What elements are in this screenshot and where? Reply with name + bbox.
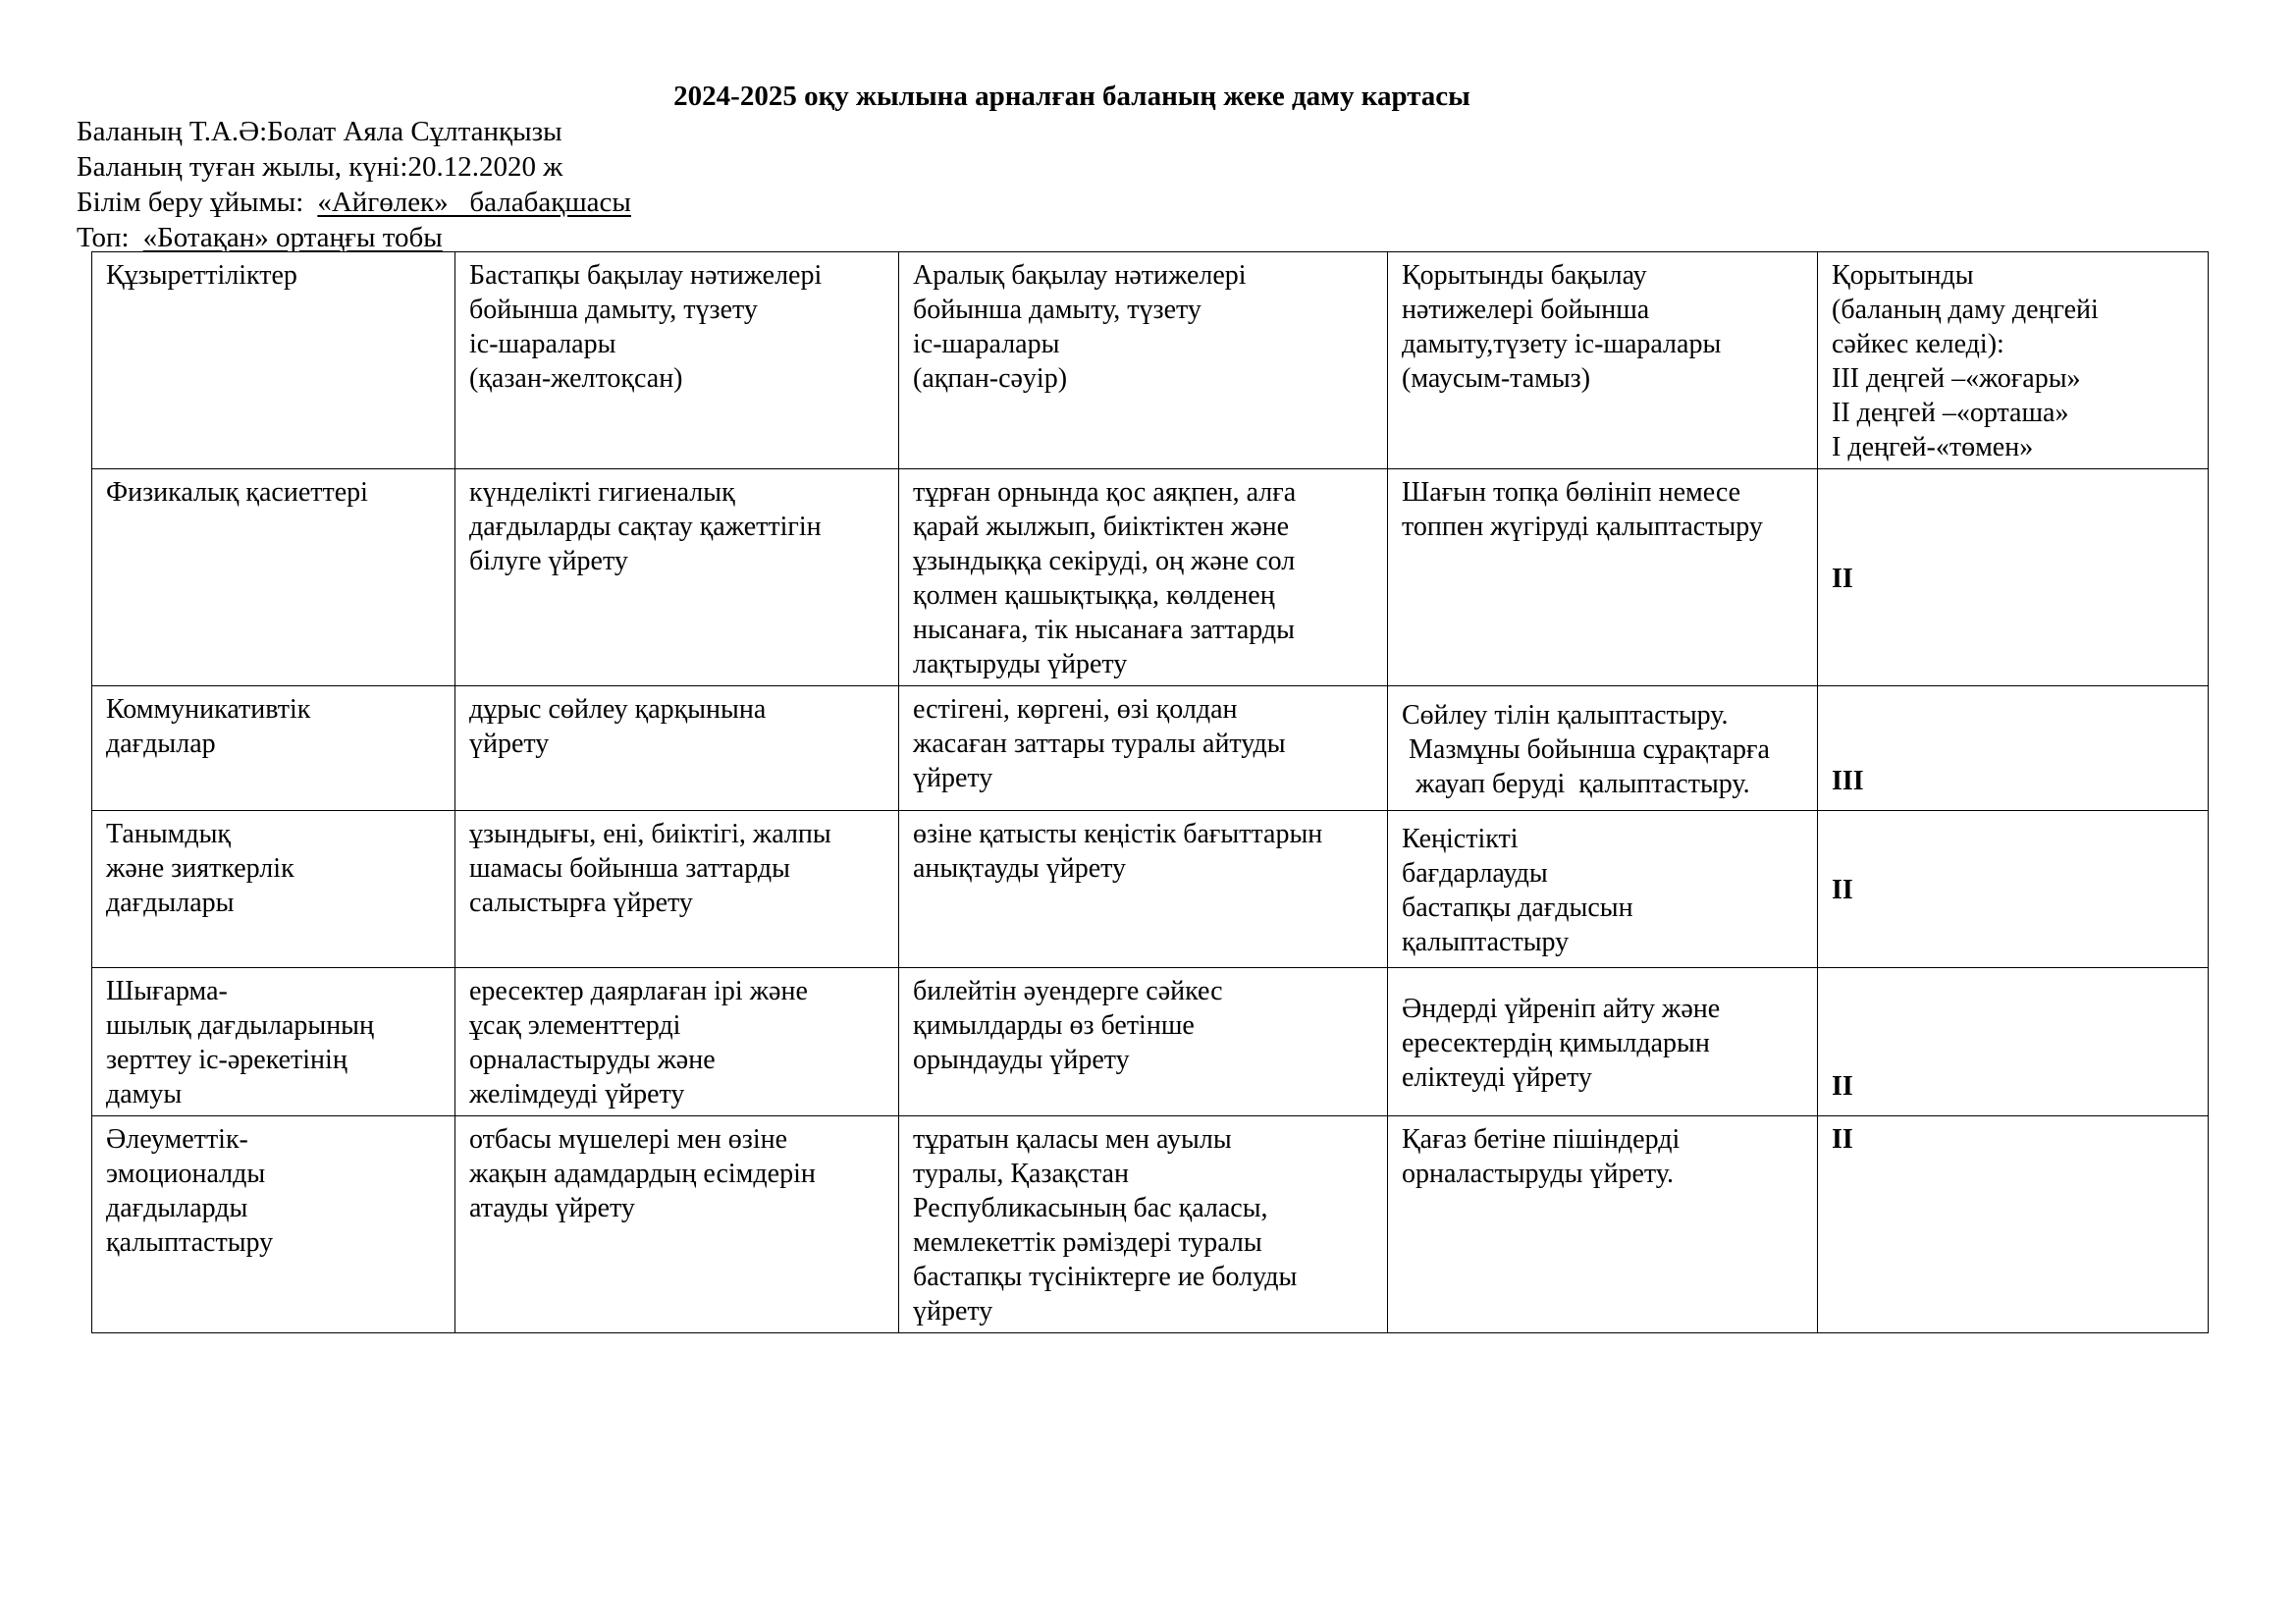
table-row [92, 1116, 2209, 1333]
child-name-line [77, 114, 631, 149]
initial-measures-cell-line: білуге үйрету [469, 546, 628, 576]
birth-date-line [77, 149, 631, 185]
final-measures-cell [1388, 686, 1818, 811]
header-initial-line: бойынша дамыту, түзету [469, 295, 758, 325]
initial-measures-cell-line: күнделікті гигиеналық [469, 477, 735, 508]
initial-measures-cell [455, 469, 899, 686]
competency-cell-line: дағдылары [106, 888, 235, 918]
interim-measures-cell-line: орындауды үйрету [913, 1045, 1130, 1075]
header-interim-line: бойынша дамыту, түзету [913, 295, 1201, 325]
development-table [91, 251, 2209, 1333]
child-name-label: Баланың Т.А.Ә: [77, 116, 268, 147]
interim-measures-cell [899, 686, 1388, 811]
interim-measures-cell [899, 968, 1388, 1116]
final-measures-cell-line: еліктеуді үйрету [1402, 1061, 1592, 1093]
competency-cell [92, 469, 455, 686]
header-initial [455, 252, 899, 469]
interim-measures-cell-line: анықтауды үйрету [913, 853, 1126, 884]
level-cell-line: ІІ [1832, 875, 1853, 905]
header-final-line: Қорытынды бақылау [1402, 260, 1647, 291]
final-measures-cell-line: қалыптастыру [1402, 926, 1570, 957]
initial-measures-cell-line: орналастыруды және [469, 1045, 716, 1075]
final-measures-cell-line: бастапқы дағдысын [1402, 892, 1633, 923]
level-cell-line: ІІ [1832, 1071, 1853, 1102]
competency-cell-line: қалыптастыру [106, 1227, 274, 1258]
initial-measures-cell [455, 968, 899, 1116]
interim-measures-cell-line: тұрған орнында қос аяқпен, алға [913, 477, 1297, 508]
header-result-line: ІІ деңгей –«орташа» [1832, 398, 2069, 428]
competency-cell-line: дағдыларды [106, 1193, 248, 1223]
interim-measures-cell [899, 469, 1388, 686]
interim-measures-cell-line: қимылдарды өз бетінше [913, 1010, 1195, 1041]
interim-measures-cell-line: туралы, Қазақстан [913, 1159, 1129, 1189]
initial-measures-cell-line: дағдыларды сақтау қажеттігін [469, 512, 822, 542]
interim-measures-cell-line: қарай жылжып, биіктіктен және [913, 512, 1290, 542]
level-cell [1818, 968, 2209, 1116]
final-measures-cell [1388, 968, 1818, 1116]
initial-measures-cell-line: жақын адамдардың есімдерін [469, 1159, 816, 1189]
competency-cell-line: дағдылар [106, 729, 216, 759]
header-interim-line: Аралық бақылау нәтижелері [913, 260, 1247, 291]
level-cell [1818, 811, 2209, 968]
final-measures-cell-line: жауап беруді қалыптастыру. [1402, 768, 1750, 799]
header-final-line: дамыту,түзету іс-шаралары [1402, 329, 1722, 359]
level-cell-line: ІІ [1832, 563, 1853, 594]
table-row [92, 811, 2209, 968]
level-cell-line: ІІІ [1832, 766, 1864, 796]
header-interim [899, 252, 1388, 469]
competency-cell-line: Физикалық қасиеттері [106, 477, 368, 508]
competency-cell-line: дамуы [106, 1079, 183, 1110]
group-line [77, 220, 631, 255]
header-result [1818, 252, 2209, 469]
competency-cell-line: және зияткерлік [106, 853, 294, 884]
competency-cell-line: зерттеу іс-әрекетінің [106, 1045, 347, 1075]
organization-label: Білім беру ұйымы: [77, 187, 304, 218]
interim-measures-cell-line: өзіне қатысты кеңістік бағыттарын [913, 819, 1323, 849]
final-measures-cell [1388, 469, 1818, 686]
table-header-row [92, 252, 2209, 469]
header-final-line: (маусым-тамыз) [1402, 363, 1591, 394]
initial-measures-cell-line: салыстырға үйрету [469, 888, 693, 918]
final-measures-cell-line: Қағаз бетіне пішіндерді [1402, 1124, 1681, 1155]
competency-cell-line: Танымдық [106, 819, 232, 849]
header-competencies-line: Құзыреттіліктер [106, 260, 297, 291]
table-row [92, 469, 2209, 686]
header-initial-line: Бастапқы бақылау нәтижелері [469, 260, 823, 291]
competency-cell-line: Әлеуметтік- [106, 1124, 248, 1155]
level-cell-line: ІІ [1832, 1124, 1853, 1155]
header-result-line: Қорытынды [1832, 260, 1974, 291]
birth-date-label: Баланың туған жылы, күні: [77, 151, 408, 183]
initial-measures-cell-line: отбасы мүшелері мен өзіне [469, 1124, 788, 1155]
final-measures-cell-line: Кеңістікті [1402, 823, 1519, 854]
table-row [92, 686, 2209, 811]
final-measures-cell-line: орналастыруды үйрету. [1402, 1159, 1674, 1189]
level-cell [1818, 469, 2209, 686]
final-measures-cell-line: Сөйлеу тілін қалыптастыру. [1402, 699, 1729, 731]
final-measures-cell [1388, 1116, 1818, 1333]
competency-cell [92, 811, 455, 968]
header-final [1388, 252, 1818, 469]
header-result-line: сәйкес келеді): [1832, 329, 2004, 359]
initial-measures-cell [455, 1116, 899, 1333]
final-measures-cell-line: Мазмұны бойынша сұрақтарға [1402, 733, 1770, 765]
final-measures-cell-line: ересектердің қимылдарын [1402, 1027, 1710, 1058]
initial-measures-cell-line: атауды үйрету [469, 1193, 635, 1223]
header-result-line: ІІІ деңгей –«жоғары» [1832, 363, 2081, 394]
initial-measures-cell-line: желімдеуді үйрету [469, 1079, 685, 1110]
initial-measures-cell-line: ұзындығы, ені, биіктігі, жалпы [469, 819, 831, 849]
table-row [92, 968, 2209, 1116]
child-info [77, 114, 631, 255]
header-result-line: (баланың даму деңгейі [1832, 295, 2099, 325]
interim-measures-cell-line: қолмен қашықтыққа, көлденең [913, 580, 1275, 611]
initial-measures-cell-line: үйрету [469, 729, 550, 759]
interim-measures-cell-line: лақтыруды үйрету [913, 649, 1128, 679]
interim-measures-cell-line: нысанаға, тік нысанаға заттарды [913, 615, 1295, 645]
final-measures-cell-line: бағдарлауды [1402, 857, 1548, 889]
final-measures-cell-line: Әндерді үйреніп айту және [1402, 993, 1721, 1024]
birth-date-value: 20.12.2020 ж [407, 151, 563, 183]
final-measures-cell-line: Шағын топқа бөлініп немесе [1402, 477, 1741, 508]
header-final-line: нәтижелері бойынша [1402, 295, 1650, 325]
initial-measures-cell-line: ұсақ элементтерді [469, 1010, 681, 1041]
initial-measures-cell-line: дұрыс сөйлеу қарқынына [469, 694, 767, 725]
interim-measures-cell-line: үйрету [913, 1296, 993, 1326]
competency-cell-line: Коммуникативтік [106, 694, 311, 725]
competency-cell [92, 1116, 455, 1333]
initial-measures-cell [455, 811, 899, 968]
interim-measures-cell-line: мемлекеттік рәміздері туралы [913, 1227, 1262, 1258]
header-competencies [92, 252, 455, 469]
interim-measures-cell-line: ұзындыққа секіруді, оң және сол [913, 546, 1296, 576]
interim-measures-cell-line: Республикасының бас қаласы, [913, 1193, 1268, 1223]
header-result-line: І деңгей-«төмен» [1832, 432, 2034, 462]
group-value: «Ботақан» ортаңғы тобы [142, 222, 443, 253]
interim-measures-cell-line: бастапқы түсініктерге ие болуды [913, 1262, 1298, 1292]
final-measures-cell-line: топпен жүгіруді қалыптастыру [1402, 512, 1763, 542]
initial-measures-cell-line: ересектер даярлаған ірі және [469, 976, 808, 1006]
header-initial-line: (қазан-желтоқсан) [469, 363, 683, 394]
level-cell [1818, 686, 2209, 811]
competency-cell [92, 686, 455, 811]
initial-measures-cell [455, 686, 899, 811]
interim-measures-cell-line: тұратын қаласы мен ауылы [913, 1124, 1232, 1155]
page-title: 2024-2025 оқу жылына арналған баланың жеке даму картасы [673, 81, 1470, 112]
competency-cell-line: Шығарма- [106, 976, 228, 1006]
competency-cell [92, 968, 455, 1116]
header-initial-line: іс-шаралары [469, 329, 616, 359]
header-interim-line: (ақпан-сәуір) [913, 363, 1068, 394]
level-cell [1818, 1116, 2209, 1333]
interim-measures-cell [899, 811, 1388, 968]
header-interim-line: іс-шаралары [913, 329, 1060, 359]
initial-measures-cell-line: шамасы бойынша заттарды [469, 853, 790, 884]
interim-measures-cell-line: үйрету [913, 763, 993, 793]
organization-line [77, 185, 631, 220]
interim-measures-cell-line: билейтін әуендерге сәйкес [913, 976, 1223, 1006]
child-name-value: Болат Аяла Сұлтанқызы [267, 116, 562, 147]
competency-cell-line: шылық дағдыларының [106, 1010, 374, 1041]
organization-value: «Айгөлек» балабақшасы [317, 187, 631, 218]
interim-measures-cell-line: жасаған заттары туралы айтуды [913, 729, 1286, 759]
final-measures-cell [1388, 811, 1818, 968]
competency-cell-line: эмоционалды [106, 1159, 266, 1189]
group-label: Топ: [77, 222, 130, 253]
interim-measures-cell [899, 1116, 1388, 1333]
interim-measures-cell-line: естігені, көргені, өзі қолдан [913, 694, 1238, 725]
